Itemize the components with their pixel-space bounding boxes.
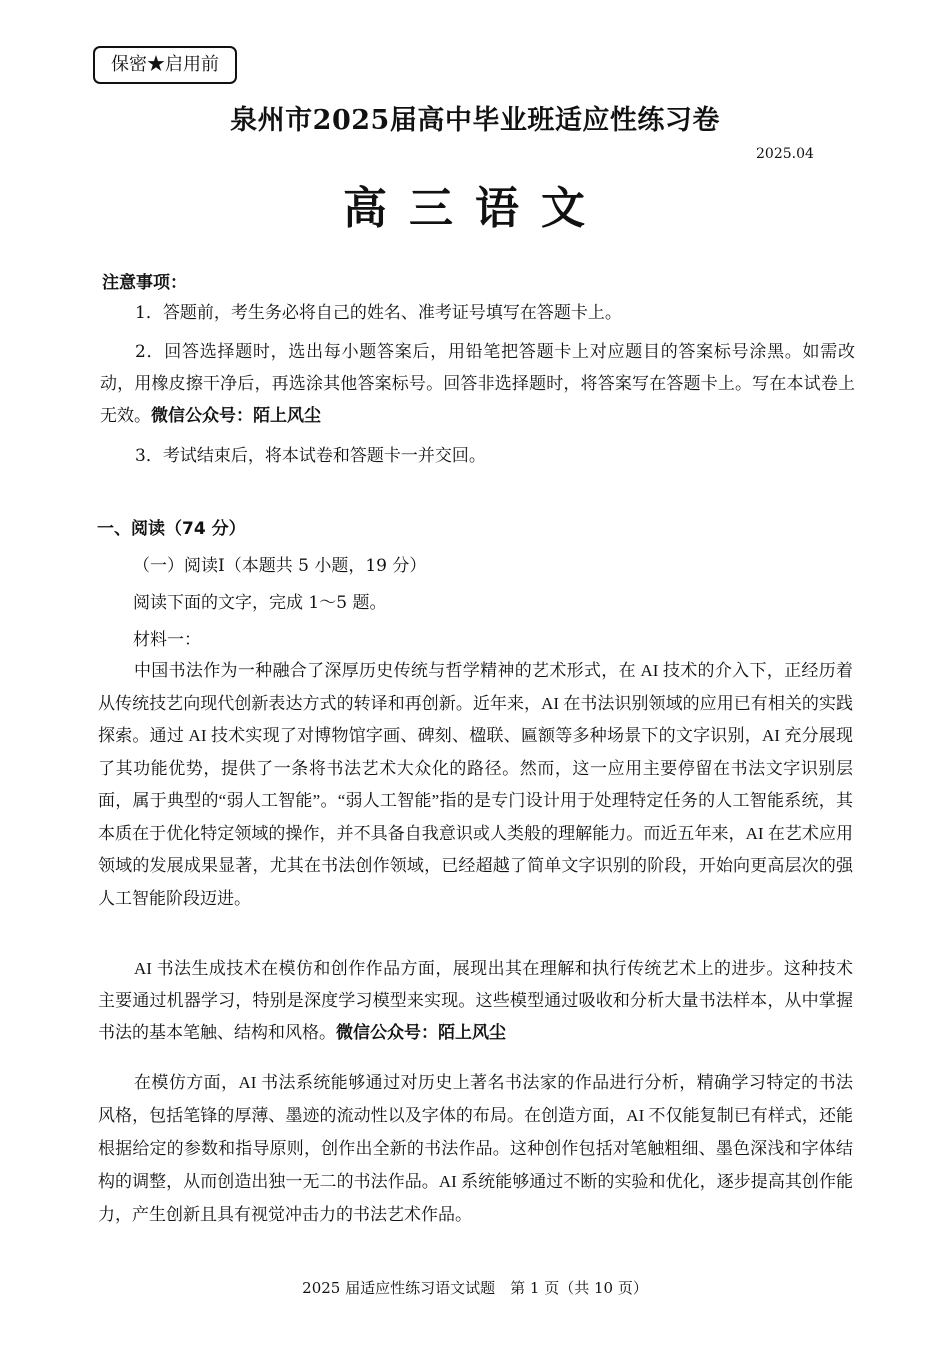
notice-heading: 注意事项： [102, 273, 187, 293]
exam-date: 2025.04 [756, 146, 814, 162]
exam-title: 泉州市2025届高中毕业班适应性练习卷 [230, 105, 720, 136]
page-footer: 2025 届适应性练习语文试题 第 1 页（共 10 页） [302, 1279, 648, 1297]
notice-item-2-text: 2．回答选择题时，选出每小题答案后，用铅笔把答题卡上对应题目的答案标号涂黑。如需改动，用橡皮擦干净后，再选涂其他答案标号。回答非选择题时，将答案写在答题卡上。写在本试卷上无效。 [100, 342, 855, 426]
sub-section-heading: （一）阅读Ⅰ（本题共 5 小题，19 分） [133, 556, 427, 576]
section-heading: 一、阅读（74 分） [97, 519, 246, 539]
passage-paragraph-1: 中国书法作为一种融合了深厚历史传统与哲学精神的艺术形式，在 AI 技术的介入下，正经历着从传统技艺向现代创新表达方式的转译和再创新。近年来，AI 在书法识别领域的应用已有相关的实践探索。通过 AI 技术实现了对博物馆字画、碑刻、楹联、匾额等多种场景下的文字识别，AI 充分展现了其功能优势，提供了一条将书法艺术大众化的路径。然而，这一应用主要停留在书法文字识别层面，属于典型的“弱人工智能”。“弱人工智能”指的是专门设计用于处理特定任务的人工智能系统，其本质在于优化特定领域的操作，并不具备自我意识或人类般的理解能力。而近五年来，AI 在艺术应用领域的发展成果显著，尤其在书法创作领域，已经超越了简单文字识别的阶段，开始向更高层次的强人工智能阶段迈进。 [98, 661, 853, 908]
wechat-note-2: 微信公众号：陌上风尘 [336, 1023, 506, 1043]
wechat-note: 微信公众号：陌上风尘 [151, 406, 321, 426]
notice-item-1: 1．答题前，考生务必将自己的姓名、准考证号填写在答题卡上。 [135, 303, 622, 323]
reading-instruction: 阅读下面的文字，完成 1～5 题。 [133, 593, 387, 613]
confidential-stamp: 保密★启用前 [93, 46, 237, 84]
notice-item-3: 3．考试结束后，将本试卷和答题卡一并交回。 [135, 446, 486, 466]
notice-item-2 [100, 336, 855, 432]
passage-paragraph-2 [98, 953, 853, 1049]
passage-paragraph-3: 在模仿方面，AI 书法系统能够通过对历史上著名书法家的作品进行分析，精确学习特定的书法风格，包括笔锋的厚薄、墨迹的流动性以及字体的布局。在创造方面，AI 不仅能复制已有样式，还能根据给定的参数和指导原则，创作出全新的书法作品。这种创作包括对笔触粗细、墨色深浅和字体结构的调整，从而创造出独一无二的书法作品。AI 系统能够通过不断的实验和优化，逐步提高其创作能力，产生创新且具有视觉冲击力的书法艺术作品。 [98, 1073, 853, 1224]
material-label: 材料一： [133, 630, 201, 650]
subject-title: 高三语文 [343, 183, 607, 234]
passage-paragraph-2-text: AI 书法生成技术在模仿和创作作品方面，展现出其在理解和执行传统艺术上的进步。这种技术主要通过机器学习，特别是深度学习模型来实现。这些模型通过吸收和分析大量书法样本，从中掌握书法的基本笔触、结构和风格。 [98, 959, 853, 1042]
